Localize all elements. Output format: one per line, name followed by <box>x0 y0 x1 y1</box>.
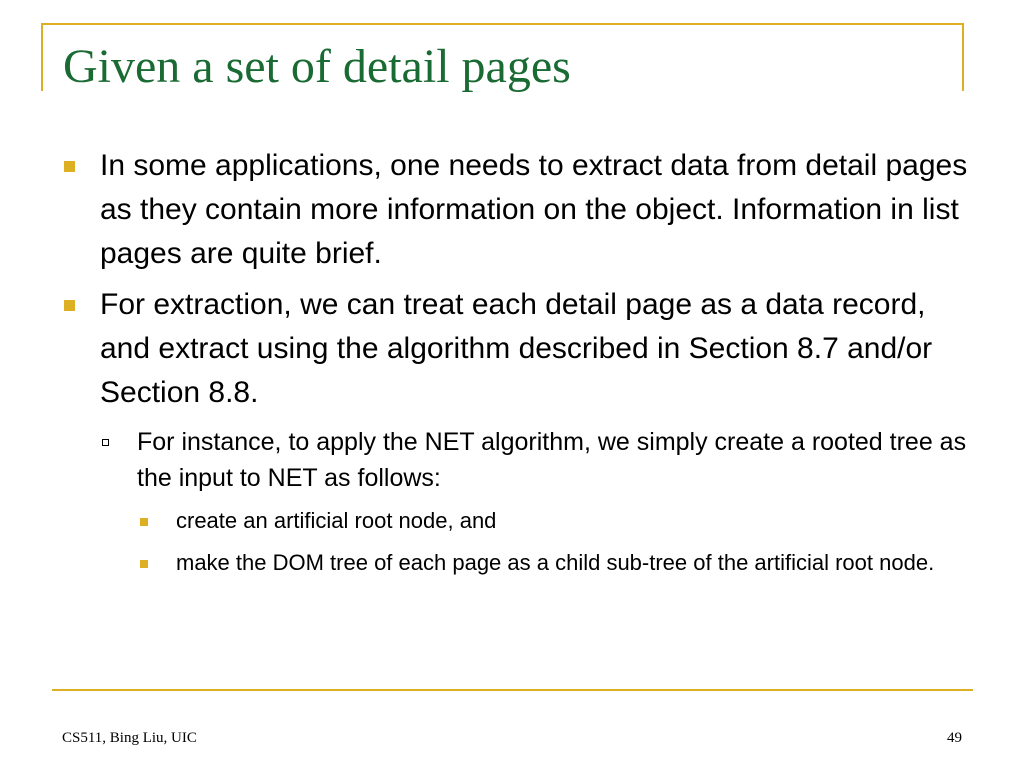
sub-bullet-text: For instance, to apply the NET algorithm, we simply create a rooted tree as the input to NET as follows: <box>137 428 967 492</box>
bullet-text: In some applications, one needs to extract data from detail pages as they contain more information on the object. Information in list pages are quite brief. <box>100 149 968 270</box>
title-frame-left-rule <box>41 23 43 91</box>
footer-rule <box>52 689 973 691</box>
sub-sub-bullet-text: create an artificial root node, and <box>176 508 497 533</box>
square-bullet-icon <box>140 518 148 526</box>
bullet-text: For extraction, we can treat each detail page as a data record, and extract using the algorithm described in Section 8.7 and/or Section 8.8. <box>100 288 933 409</box>
title-frame-right-rule <box>962 23 964 91</box>
slide-title: Given a set of detail pages <box>63 40 571 93</box>
footer-credit: CS511, Bing Liu, UIC <box>62 730 197 746</box>
page-number: 49 <box>947 730 962 746</box>
title-frame-top-rule <box>41 23 964 25</box>
square-bullet-icon <box>64 300 75 311</box>
square-bullet-icon <box>140 560 148 568</box>
hollow-square-bullet-icon <box>102 439 109 446</box>
square-bullet-icon <box>64 161 75 172</box>
sub-sub-bullet-text: make the DOM tree of each page as a child sub-tree of the artificial root node. <box>176 550 935 575</box>
